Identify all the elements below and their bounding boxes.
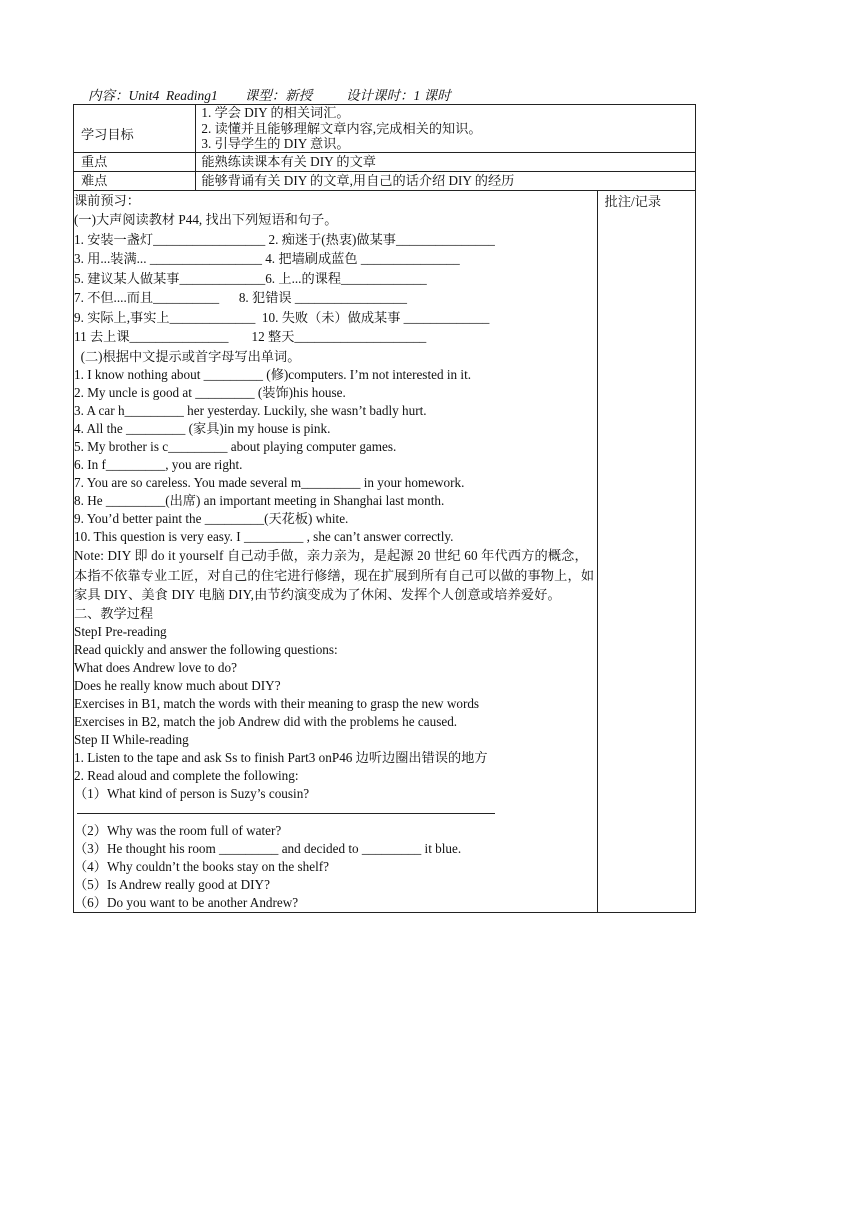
content-line: 3. A car h_________ her yesterday. Luckily, she wasn’t badly hurt. bbox=[74, 403, 427, 418]
goals-label-cell bbox=[74, 105, 196, 153]
content-line: 4. All the _________ (家具)in my house is pink. bbox=[74, 421, 331, 436]
content-line: 9. You’d better paint the _________(天花板) white. bbox=[74, 511, 349, 526]
content-line: 8. He _________(出席) an important meeting in Shanghai last month. bbox=[74, 493, 445, 508]
content-line: 2. Read aloud and complete the following: bbox=[74, 767, 299, 783]
difficult-point-label: 难点 bbox=[81, 172, 108, 188]
lesson-plan-table bbox=[73, 104, 696, 913]
goals-label: 学习目标 bbox=[81, 127, 134, 142]
notes-column bbox=[597, 190, 695, 912]
content-row bbox=[74, 190, 696, 912]
content-line: 5. My brother is c_________ about playing computer games. bbox=[74, 439, 397, 454]
content-line: 7. 不但....而且__________ 8. 犯错误 _________________ bbox=[74, 290, 407, 305]
key-point-text: 能熟练读课本有关 DIY 的文章 bbox=[201, 153, 376, 169]
content-line: 二、教学过程 bbox=[74, 605, 154, 621]
content-line: 10. This question is very easy. I _________ , she can’t answer correctly. bbox=[74, 529, 454, 544]
content-line: (二)根据中文提示或首字母写出单词。 bbox=[74, 348, 301, 364]
content-line: 11 去上课_______________ 12 整天____________________ bbox=[74, 329, 427, 344]
notes-label: 批注/记录 bbox=[604, 193, 662, 209]
key-point-label: 重点 bbox=[81, 153, 108, 169]
goals-list bbox=[196, 105, 696, 153]
content-line: 6. In f_________, you are right. bbox=[74, 457, 243, 472]
content-line: 5. 建议某人做某事_____________6. 上...的课程_____________ bbox=[74, 270, 427, 286]
content-line: What does Andrew love to do? bbox=[74, 659, 237, 675]
content-line: 1. Listen to the tape and ask Ss to finish Part3 onP46 边听边圈出错误的地方 bbox=[74, 749, 488, 765]
content-line: （6）Do you want to be another Andrew? bbox=[74, 894, 299, 910]
goals-row bbox=[74, 105, 696, 153]
content-line: Step II While-reading bbox=[74, 731, 189, 747]
content-line: （3）He thought his room _________ and decided to _________ it blue. bbox=[74, 840, 462, 856]
page-header: 内容：Unit4 Reading1 课型：新授 设计课时：1 课时 bbox=[88, 88, 451, 103]
content-line: Exercises in B1, match the words with their meaning to grasp the new words bbox=[74, 695, 480, 711]
content-line: （5）Is Andrew really good at DIY? bbox=[74, 876, 270, 892]
difficult-point-text: 能够背诵有关 DIY 的文章,用自己的话介绍 DIY 的经历 bbox=[201, 172, 515, 188]
content-line: Does he really know much about DIY? bbox=[74, 677, 281, 693]
content-line: 7. You are so careless. You made several m_________ in your homework. bbox=[74, 475, 465, 490]
content-line: 9. 实际上,事实上_____________ 10. 失败（未）做成某事 _____________ bbox=[74, 309, 490, 325]
key-point-row bbox=[74, 152, 696, 171]
content-line: Read quickly and answer the following questions: bbox=[74, 641, 338, 657]
goal-item: 3. 引导学生的 DIY 意识。 bbox=[201, 136, 350, 151]
goal-item: 1. 学会 DIY 的相关词汇。 bbox=[201, 105, 350, 120]
content-line: StepI Pre-reading bbox=[74, 623, 167, 639]
content-line: 2. My uncle is good at _________ (装饰)his house. bbox=[74, 385, 346, 400]
content-line: (一)大声阅读教材 P44, 找出下列短语和句子。 bbox=[74, 212, 338, 227]
lesson-content bbox=[74, 190, 598, 912]
content-line: 1. I know nothing about _________ (修)computers. I’m not interested in it. bbox=[74, 367, 472, 382]
goal-item: 2. 读懂并且能够理解文章内容,完成相关的知识。 bbox=[201, 120, 482, 136]
answer-line bbox=[77, 813, 495, 814]
content-line: （1）What kind of person is Suzy’s cousin? bbox=[74, 785, 310, 801]
difficult-point-row bbox=[74, 171, 696, 190]
content-line: （2）Why was the room full of water? bbox=[74, 822, 282, 838]
diy-note: Note: DIY 即 do it yourself 自己动手做，亲力亲为，是起源 20 世纪 60 年代西方的概念，本指不依靠专业工匠，对自己的住宅进行修缮，现在扩展到所有自己可以做的事物上，如家具 DIY、美食 DIY 电脑 DIY,由节约演变成为了休闲、发挥个人创意或培养爱好。 bbox=[74, 548, 595, 602]
content-line: （4）Why couldn’t the books stay on the shelf? bbox=[74, 858, 330, 874]
content-line: 1. 安装一盏灯_________________ 2. 痴迷于(热衷)做某事_______________ bbox=[74, 231, 495, 247]
content-line: 3. 用...装满... _________________ 4. 把墙刷成蓝色 _______________ bbox=[74, 251, 460, 266]
content-line: Exercises in B2, match the job Andrew did with the problems he caused. bbox=[74, 713, 458, 729]
content-line: 课前预习： bbox=[74, 192, 140, 208]
